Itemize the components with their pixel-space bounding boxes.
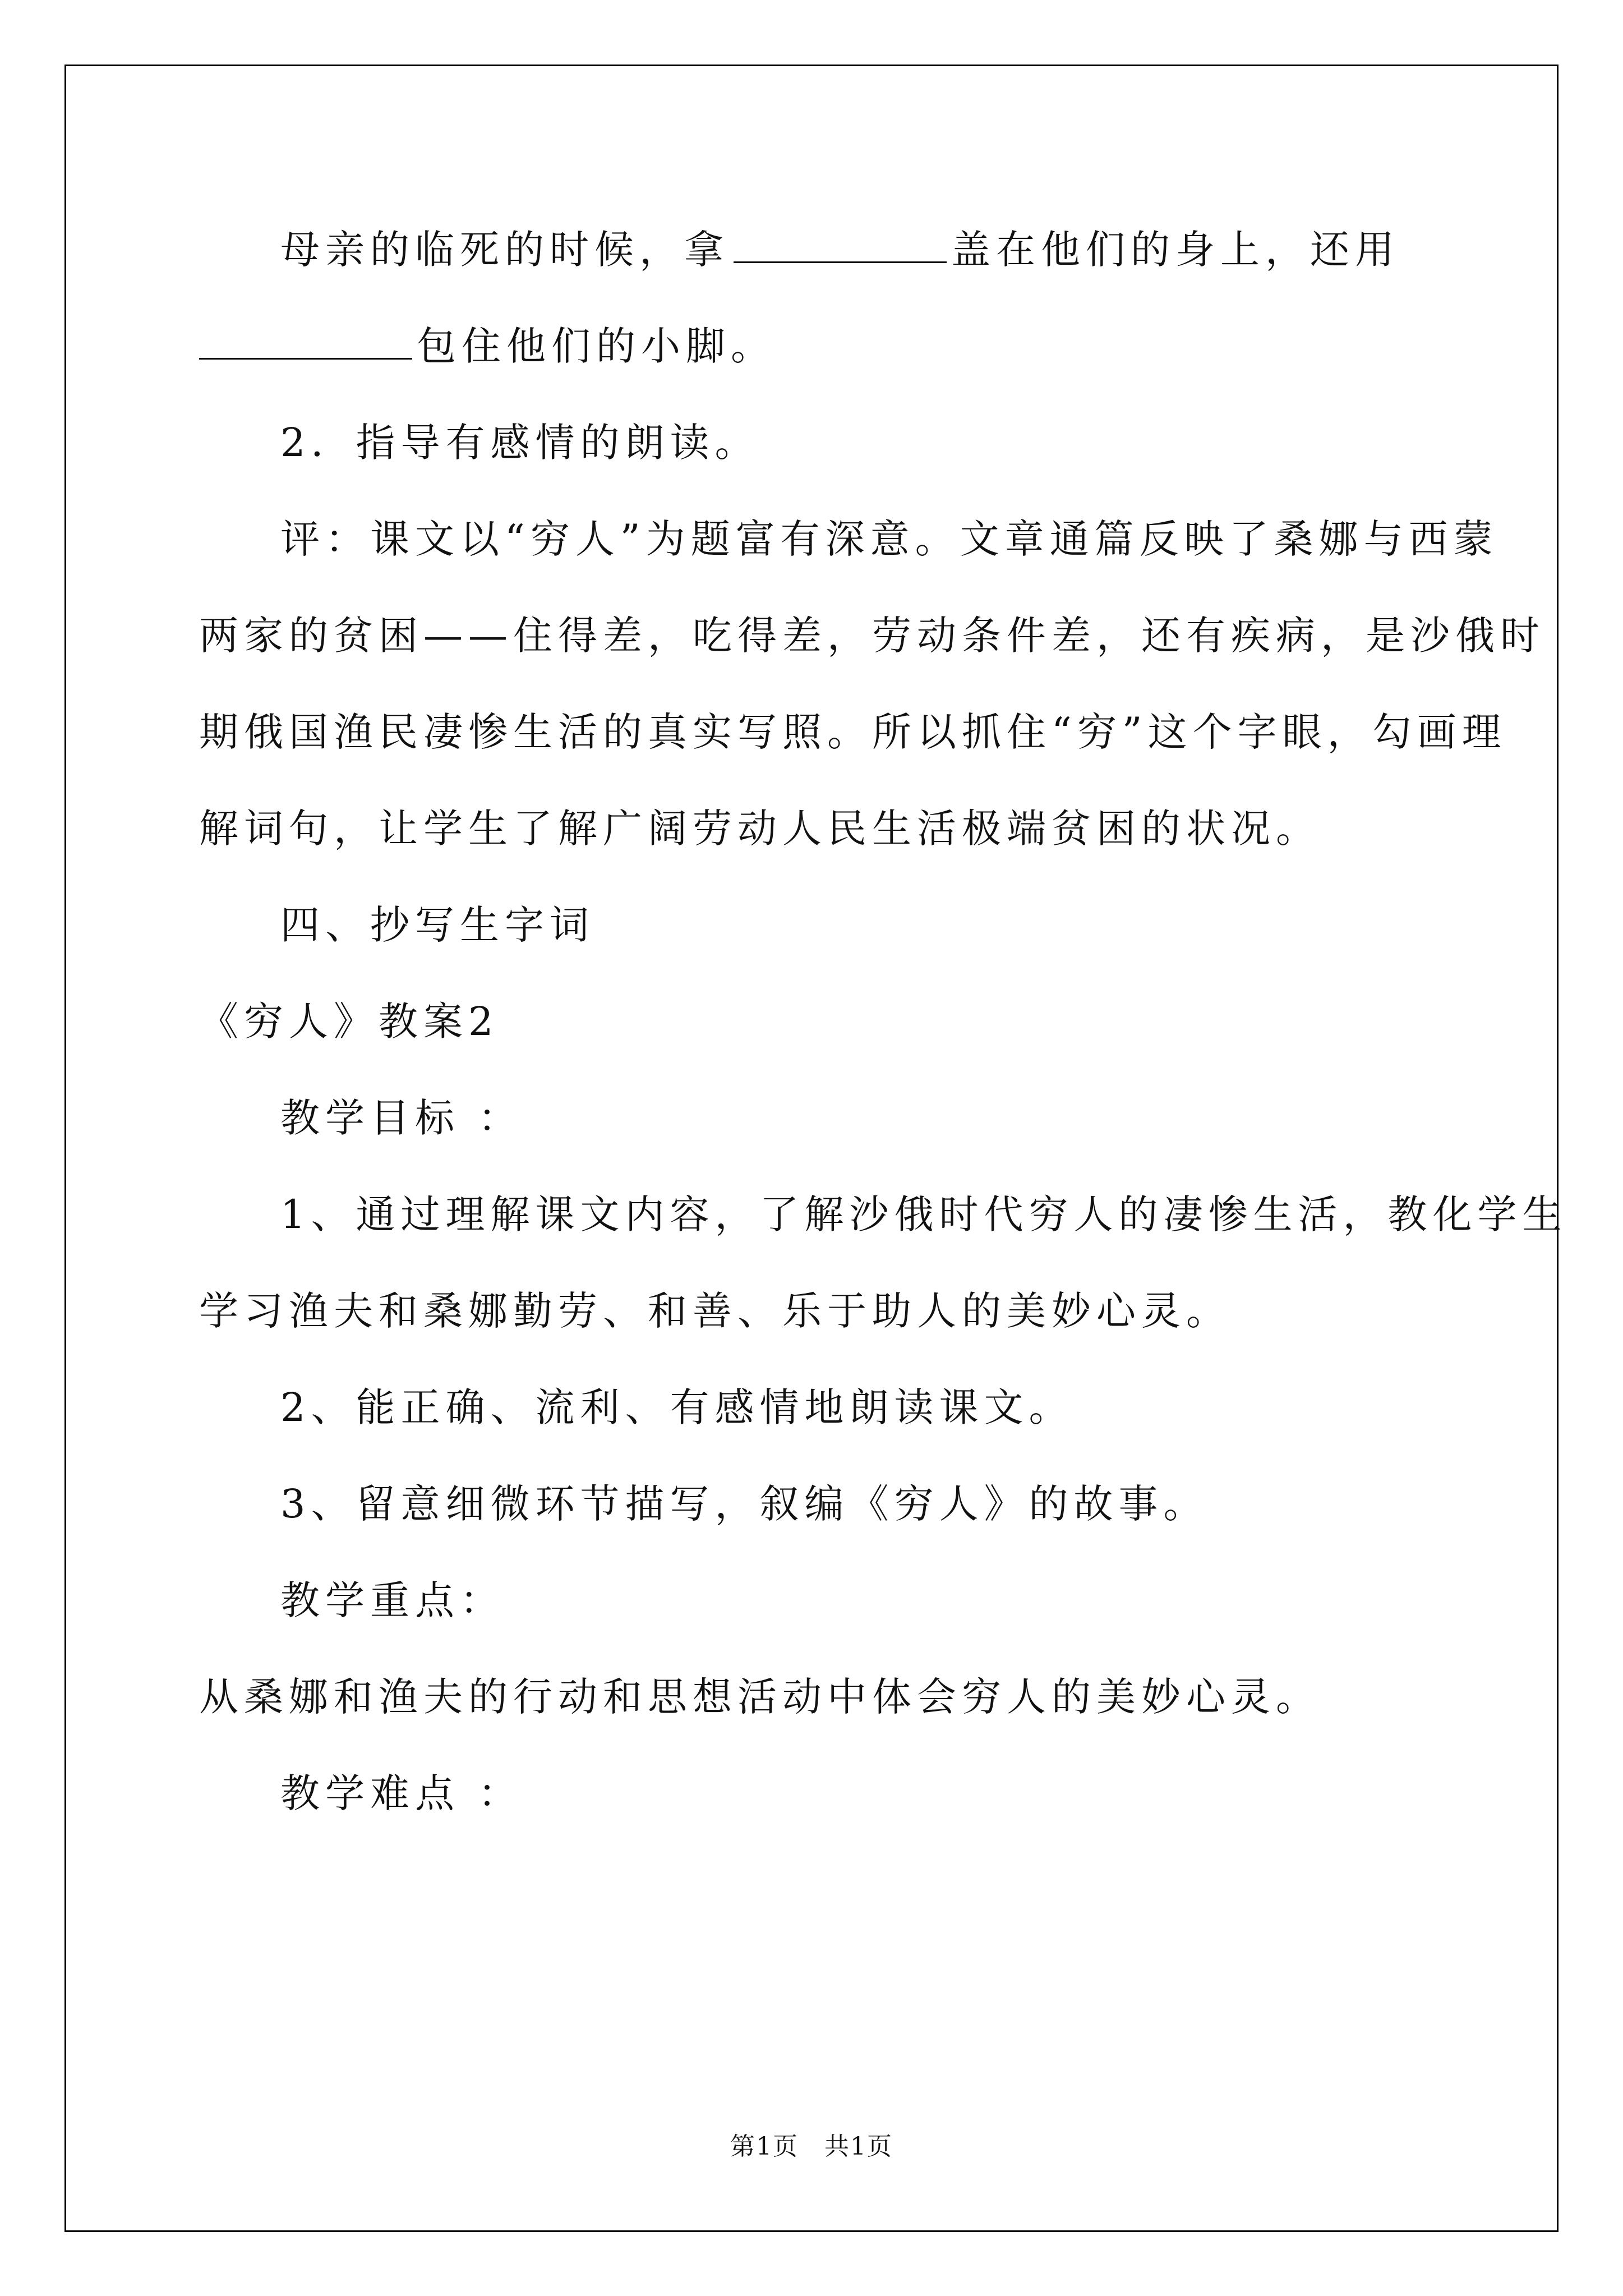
- section-heading-copy: 四、抄写生字词: [280, 902, 594, 948]
- fill-text-2: 盖在他们的身上，还用: [951, 227, 1400, 273]
- heading-difficulties: 教学难点 ：: [280, 1770, 523, 1816]
- key-points-text: 从桑娜和渔夫的行动和思想活动中体会穷人的美妙心灵。: [199, 1674, 1321, 1720]
- page-border: [64, 65, 1567, 2232]
- paragraph-instruction-2: 2．指导有感情的朗读。: [280, 420, 760, 466]
- fill-in-line-1: [280, 224, 1514, 275]
- fill-text-3: 包住他们的小脚。: [417, 323, 776, 369]
- fill-in-line-2: [199, 321, 1433, 371]
- paragraph-comment-cont: 期俄国渔民凄惨生活的真实写照。所以抓住“穷”这个字眼，勾画理: [199, 709, 1507, 755]
- lesson-title: 《穷人》教案2: [199, 999, 499, 1045]
- fill-text-1: 母亲的临死的时候，拿: [280, 227, 729, 273]
- objective-1: 1、通过理解课文内容，了解沙俄时代穷人的凄惨生活，教化学生: [280, 1191, 1567, 1237]
- blank-2[interactable]: [199, 323, 412, 360]
- paragraph-comment: 评：课文以“穷人”为题富有深意。文章通篇反映了桑娜与西蒙: [280, 516, 1498, 562]
- objective-1-cont: 学习渔夫和桑娜勤劳、和善、乐于助人的美妙心灵。: [199, 1288, 1231, 1334]
- heading-key-points: 教学重点：: [280, 1577, 505, 1623]
- paragraph-comment-cont: 解词句，让学生了解广阔劳动人民生活极端贫困的状况。: [199, 806, 1321, 852]
- heading-objectives: 教学目标 ：: [280, 1095, 523, 1141]
- paragraph-comment-cont: 两家的贫困——住得差，吃得差，劳动条件差，还有疾病，是沙俄时: [199, 613, 1545, 659]
- page-footer: 第1页 共1页: [730, 2132, 893, 2161]
- objective-3: 3、留意细微环节描写，叙编《穷人》的故事。: [280, 1481, 1209, 1527]
- blank-1[interactable]: [734, 227, 947, 263]
- objective-2: 2、能正确、流利、有感情地朗读课文。: [280, 1384, 1074, 1430]
